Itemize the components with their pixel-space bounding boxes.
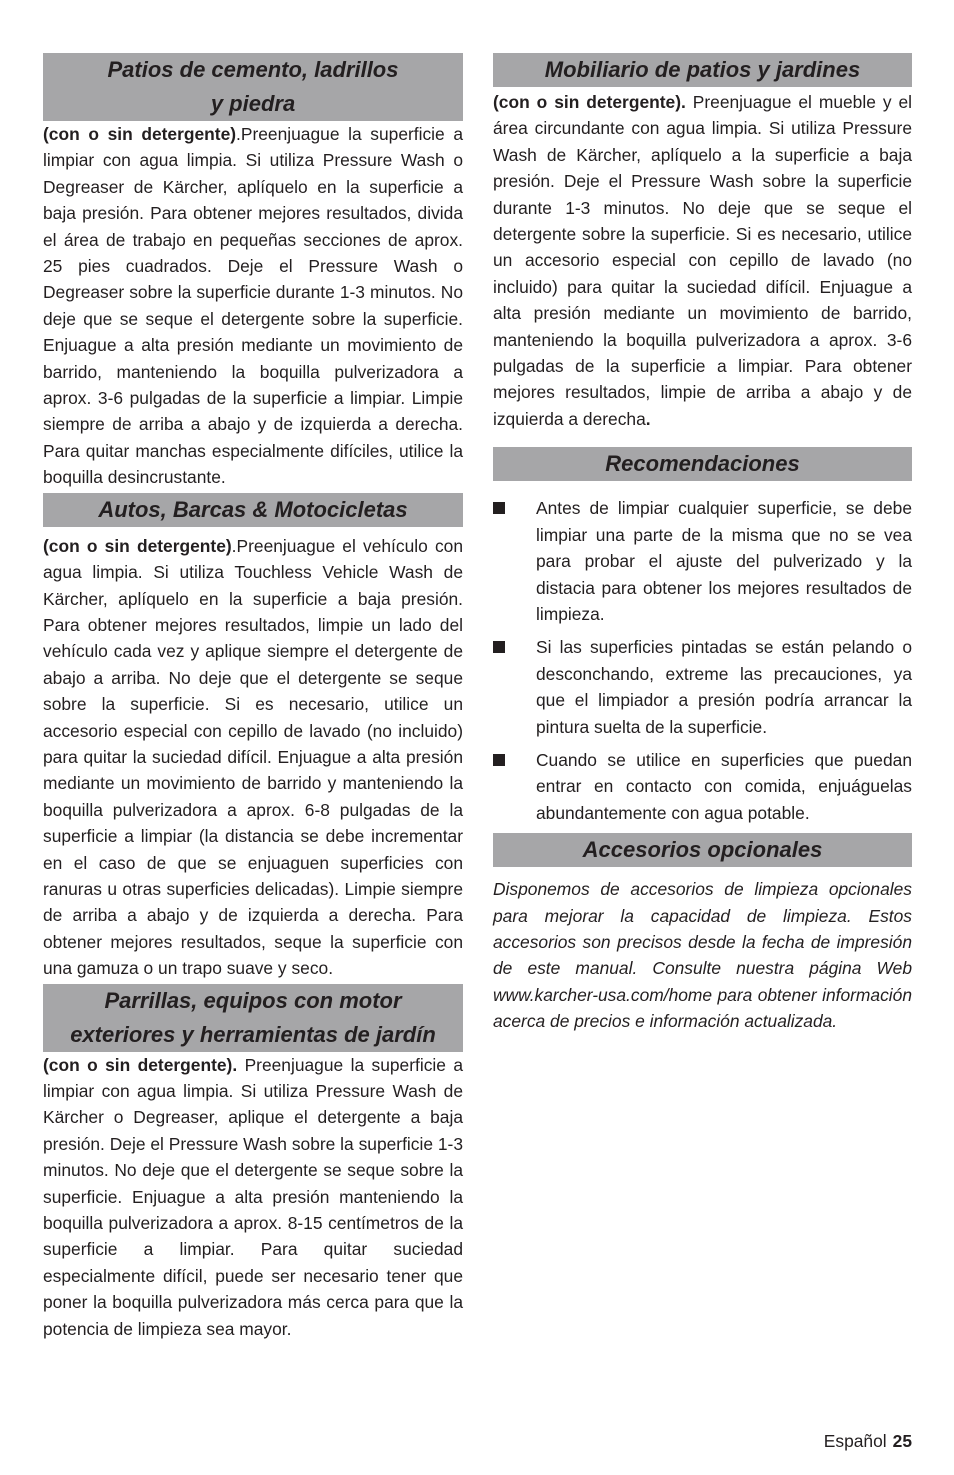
- square-bullet-icon: [493, 502, 505, 514]
- section-recomendaciones: [493, 447, 912, 826]
- section-body: Disponemos de accesorios de limpieza opcionales para mejorar la capacidad de limpieza. Estos accesorios son precisos desde la fecha de impresión de este manual. Consulte nuestra página Web www.karcher-usa.com/home para obtener información acerca de precios e información actualizada.: [493, 879, 912, 1032]
- section-heading: [493, 833, 912, 867]
- section-accesorios: [493, 833, 912, 1034]
- list-item: [493, 634, 912, 740]
- heading-line-2: exteriores y herramientas de jardín: [70, 1021, 436, 1047]
- recommendations-list: [493, 495, 912, 826]
- section-heading: [43, 493, 463, 527]
- section-body: [43, 1052, 463, 1342]
- section-patios-cemento: [43, 53, 463, 491]
- lead-text: (con o sin detergente).: [43, 1054, 238, 1075]
- list-item: [493, 495, 912, 627]
- section-mobiliario: [493, 53, 912, 432]
- section-heading: [493, 447, 912, 481]
- lead-text: (con o sin detergente).: [493, 92, 686, 112]
- body-text: Preenjuague el mueble y el área circundante con agua limpia. Si utiliza Pressure Wash de Kärcher, aplíquelo a la superficie a baja presión. Deje el Pressure Wash sobre la superficie durante 1-3 minutos. No deje que se seque el detergente sobre la superficie. Si es necesario, utilice un accesorio especial con cepillo de lavado (no incluido) para quitar la suciedad difícil. Enjuague a alta presión mediante un movimiento de barrido, manteniendo la boquilla pulverizadora a aprox. 3-6 pulgadas de la superficie a limpiar. Para obtener mejores resultados, limpie de arriba a abajo y de izquierda a derecha: [493, 92, 912, 429]
- heading-line-1: Autos, Barcas & Motocicletas: [98, 496, 408, 522]
- page-number: 25: [892, 1431, 912, 1451]
- list-item: [493, 747, 912, 826]
- heading-line-1: Recomendaciones: [605, 451, 800, 477]
- list-item-text: Si las superficies pintadas se están pelando o desconchando, extreme las precauciones, ya que el limpiador a presión podría arrancar la pintura suelta de la superficie.: [536, 637, 912, 737]
- heading-line-1: Patios de cemento, ladrillos: [107, 57, 399, 82]
- square-bullet-icon: [493, 754, 505, 766]
- section-body: [43, 121, 463, 491]
- page-footer: [824, 1431, 912, 1452]
- square-bullet-icon: [493, 641, 505, 653]
- lead-text: (con o sin detergente): [43, 535, 232, 556]
- section-autos-barcas: [43, 493, 463, 982]
- list-item-text: Antes de limpiar cualquier superficie, se debe limpiar una parte de la misma que no se vea para probar el ajuste del pulverizado y la distacia para obtener los mejores resultados de limpieza.: [536, 498, 912, 624]
- right-column: [493, 53, 912, 1037]
- body-text: Preenjuague la superficie a limpiar con agua limpia. Si utiliza Pressure Wash de Kärcher o Degreaser, aplique el detergente a baja presión. Deje el Pressure Wash sobre la superficie 1-3 minutos. No deje que el detergente se seque sobre la superficie. Enjuague a alta presión manteniendo la boquilla pulverizadora a aprox. 8-15 centímetros de la superficie a limpiar. Para quitar suciedad especialmente difícil, puede ser necesario tener que poner la boquilla pulverizadora más cerca para que la potencia de limpieza sea mayor.: [43, 1054, 464, 1339]
- heading-line-1: Parrillas, equipos con motor: [104, 987, 402, 1013]
- section-body: [493, 89, 912, 432]
- list-item-text: Cuando se utilice en superficies que puedan entrar en contacto con comida, enjuáguelas abundantemente con agua potable.: [536, 749, 912, 823]
- section-heading: [493, 53, 912, 87]
- body-text: .Preenjuague la superficie a limpiar con agua limpia. Si utiliza Pressure Wash o Degreaser de Kärcher, aplíquelo en la superficie a baja presión. Para obtener mejores resultados, divida el área de trabajo en pequeñas secciones de aprox. 25 pies cuadrados. Deje el Pressure Wash o Degreaser sobre la superficie durante 1-3 minutos. No deje que se seque el detergente sobre la superficie. Enjuague a alta presión mediante un movimiento de barrido, manteniendo la boquilla pulverizadora a aprox. 3-6 pulgadas de la superficie a limpiar. Limpie siempre de arriba a abajo y de izquierda a derecha. Para quitar manchas especialmente difíciles, utilice la boquilla desincrustante.: [43, 124, 463, 488]
- tail-text: .: [645, 408, 651, 429]
- lead-text: (con o sin detergente): [43, 124, 237, 144]
- body-text: .Preenjuague el vehículo con agua limpia. Si utiliza Touchless Vehicle Wash de Kärcher, aplíquelo en la superficie a baja presión. Para obtener mejores resultados, limpie un lado del vehículo cada vez y aplique siempre el detergente de abajo a arriba. No deje que el detergente se seque sobre la superficie. Si es necesario, utilice un accesorio especial con cepillo de lavado (no incluido) para quitar la suciedad difícil. Enjuague a alta presión mediante un movimiento de barrido y manteniendo la boquilla pulverizadora a aprox. 6-8 pulgadas de la superficie a limpiar (la distancia se debe incrementar en el caso de que se enjuaguen superficies con ranuras u otras superficies delicadas). Limpie siempre de arriba a abajo y de izquierda a derecha. Para obtener mejores resultados, seque la superficie con una gamuza o un trapo suave y seco.: [43, 535, 463, 979]
- section-body: [43, 533, 463, 982]
- heading-line-1: Accesorios opcionales: [582, 837, 823, 863]
- left-column: [43, 53, 463, 1344]
- heading-line-1: Mobiliario de patios y jardines: [544, 57, 861, 82]
- section-heading: [43, 984, 463, 1052]
- section-heading: [43, 53, 463, 121]
- section-parrillas: [43, 984, 463, 1342]
- heading-line-2: y piedra: [210, 91, 296, 116]
- footer-language: Español: [823, 1431, 887, 1451]
